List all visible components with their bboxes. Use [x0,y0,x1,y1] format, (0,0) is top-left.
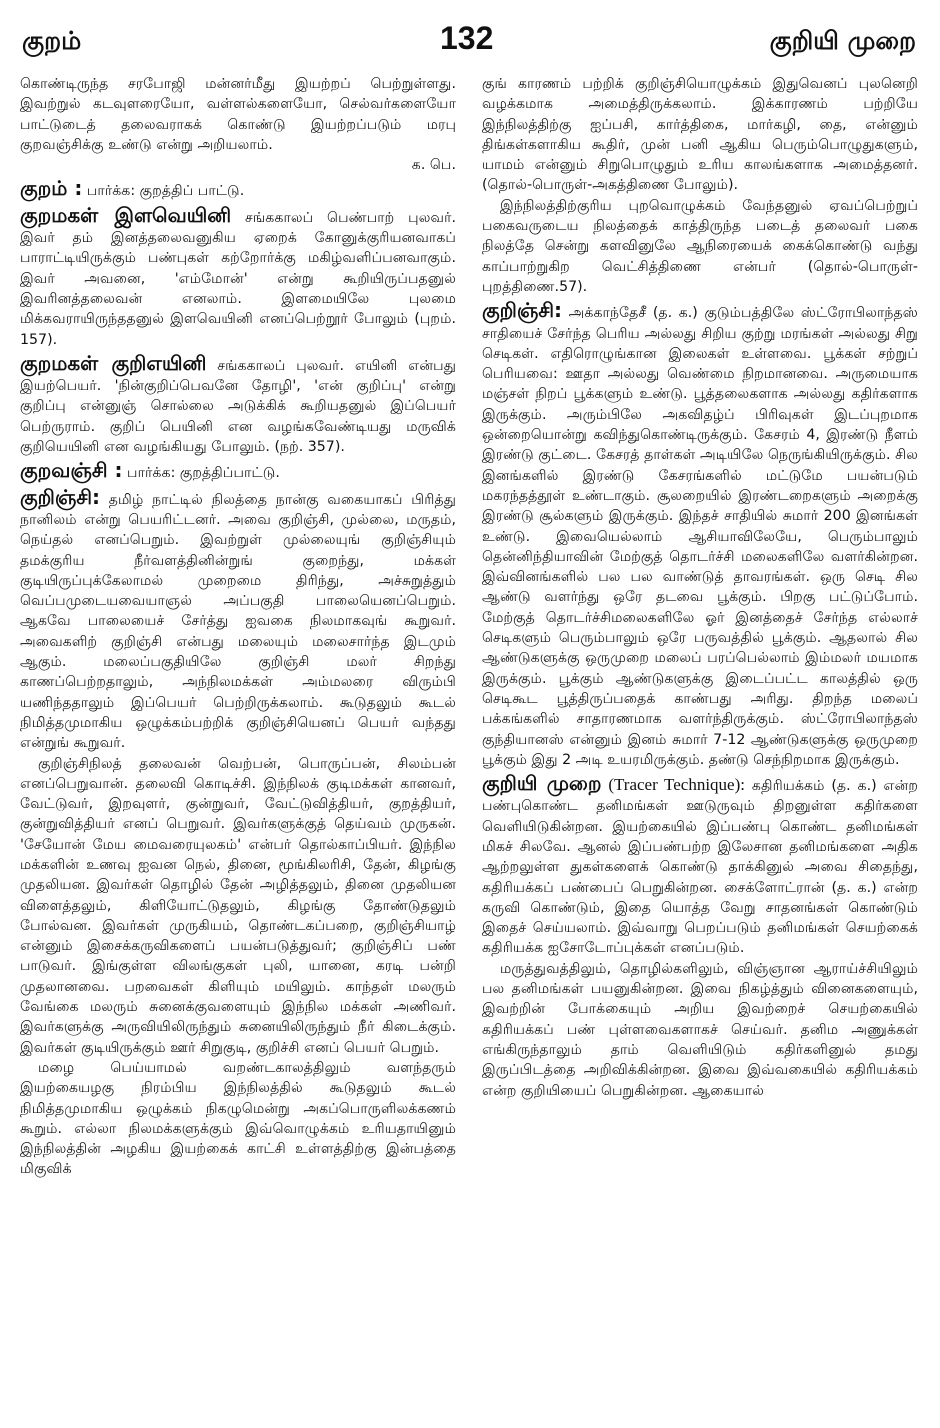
entry-text: சங்ககாலப் பெண்பாற் புலவர். இவர் தம் இனத்தலைவனுகிய ஏறைக் கோனுக்குரியனவாகப் பாராட்டியிருக்கும் பண்புகள் கற்றோர்க்கு மகிழ்வளிப்பனவாகும். இவர் அவனை, 'எம்மோன்' என்று கூறியிருப்பதனுல் இவரினத்தலைவன் எனலாம். இளமையிலே புலமை மிக்கவராயிருந்ததனுல் இளவெயினி எனப்பெற்றூர் போலும் (புறம். 157). [20,209,456,348]
entry-kuramagal-kuriyeyini [20,352,456,457]
entry-kuram [20,177,456,201]
entry-text: கதிரியக்கம் (த. க.) என்ற பண்புகொண்ட தனிமங்கள் ஊடுருவும் திறனுள்ள கதிர்களை வெளியிடுகின்றன. இயற்கையில் இப்பண்பு கொண்ட தனிமங்கள் மிகச் சிலவே. ஆனல் இப்பண்பற்ற இலேசான தனிமங்களை அதிக ஆற்றலுள்ள துகள்களைக் கொண்டு தாக்கினுல் அவை சிதைந்து, கதிரியக்கப் பண்பைப் பெறுகின்றன. சைக்ளோட்ரான் (த. க.) என்ற கருவி கொண்டும், இதை யொத்த வேறு சாதனங்கள் கொண்டும் இதைச் செய்யலாம். இவ்வாறு பெறப்படும் தனிமங்கள் செயற்கைக் கதிரியக்க ஐசோடோப்புக்கள் எனப்படும். [482,778,919,957]
entry-headword: குறியி முறை [482,771,602,796]
left-column [20,74,456,1180]
entry-headword: குறம் : [20,176,83,201]
page-number: 132 [440,20,494,56]
entry-kuriyi-murai [482,772,918,959]
header-right-guideword: குறியி முறை [769,26,916,55]
paragraph-text: கொண்டிருந்த சரபோஜி மன்னர்மீது இயற்றப் பெற்றுள்ளது. இவற்றுல் கடவுளரையோ, வள்ளல்களையோ, செல்வர்களையோ பாட்டுடைத் தலைவராகக் கொண்டு இயற்றப்படும் மரபு குறவஞ்சிக்கு உண்டு என்று அறியலாம். [20,76,456,153]
entry-kurinji-landscape [20,486,456,754]
entry-kuravanji [20,459,456,483]
header-left-guideword: குறம் [22,26,82,55]
entry-headword: குறமகள் இளவெயினி [20,202,232,227]
paragraph [20,74,456,175]
author-initials: க. பெ. [411,157,456,174]
page-header [22,8,916,58]
entry-headword: குறமகள் குறிஎயினி [20,350,207,375]
entry-headword: குறிஞ்சி: [20,484,101,509]
entry-headword: குறவஞ்சி : [20,458,123,483]
paragraph: இந்நிலத்திற்குரிய புறவொழுக்கம் வேந்தனுல் ஏவப்பெற்றுப் பகைவருடைய நிலத்தைக் காத்திருந்த படைத் தலைவர் பகை நிலத்தே சென்று களவினுலே ஆநிரையைக் கைக்கொண்டு வந்து காப்பாற்றுகிற வெட்சித்திணை என்பர் (தொல்-பொருள்-புறத்திணை.57). [482,197,918,295]
entry-headword-english: (Tracer Technique): [608,775,745,795]
right-column [482,74,918,1101]
paragraph: மருத்துவத்திலும், தொழில்களிலும், விஞ்ஞான ஆராய்ச்சியிலும் பல தனிமங்கள் பயனுகின்றன. இவை நிகழ்த்தும் வினைகளையும், இவற்றின் போக்கையும் அறிய இவற்றைச் செயற்கையில் கதிரியக்கப் பண் புள்ளவைகளாகச் செய்வர். தனிம அணுக்கள் எங்கிருந்தாலும் தாம் வெளியிடும் கதிர்களினுல் தமது இருப்பிடத்தை அறிவிக்கின்றன. இவை இவ்வகையில் கதிரியக்கம் என்ற குறியியைப் பெறுகின்றன. ஆகையால் [482,960,918,1099]
paragraph: குங் காரணம் பற்றிக் குறிஞ்சியொழுக்கம் இதுவெனப் புலனெறி வழக்கமாக அமைத்திருக்கலாம். இக்காரணம் பற்றியே இந்நிலத்திற்கு ஐப்பசி, கார்த்திகை, மார்கழி, தை, என்னும் திங்கள்களாகிய கூதிர், முன் பனி ஆகிய பெரும்பொழுதுகளும், யாமம் என்னும் சிறுபொழுதும் உரிய காலங்களாக அமைத்தனர். (தொல்-பொருள்-அகத்திணை போலும்). [482,76,918,194]
entry-text: அக்காந்தேசீ (த. க.) குடும்பத்திலே ஸ்ட்ரோபிலாந்தஸ் சாதியைச் சேர்ந்த பெரிய அல்லது சிறிய குற்று மரங்கள் அல்லது சிறு செடிகள். எதிரொழுங்கான இலைகள் உள்ளவை. பூக்கள் சற்றுப் பெரியவை: ஊதா அல்லது வெண்மை நிறமானவை. அருமையாக மஞ்சள் நிறப் பூக்களும் உண்டு. பூத்தலைகளாக அல்லது கதிர்களாக இருக்கும். அரும்பிலே அகவிதழ்ப் பிரிவுகள் இடப்புறமாக ஒன்றையொன்று கவிந்துகொண்டிருக்கும். கேசரம் 4, இரண்டு நீளம் இரண்டு குட்டை. கேசரத் தாள்கள் அடியிலே நெருங்கியிருக்கும். சில இனங்களில் இரண்டு கேசரங்களில் மட்டுமே பயன்படும் மகரந்தத்தூள் உண்டாகும். சூலறையில் இரண்டறைகளும் அறைக்கு இரண்டு சூல்களும் இருக்கும். இந்தச் சாதியில் சுமார் 200 இனங்கள் உண்டு. இவையெல்லாம் ஆசியாவிலேயே, பெரும்பாலும் தென்னிந்தியாவின் மேற்குத் தொடர்ச்சி மலைகளிலே வளர்கின்றன. இவ்வினங்களில் பல பல வாண்டுத் தாவரங்கள். ஒரு செடி சில ஆண்டு வளர்ந்து ஒரே தடவை பூக்கும். பிறகு பட்டுப்போம். மேற்குத் தொடர்ச்சிமலைகளிலே ஓர் இனத்தைச் சேர்ந்த எல்லாச் செடிகளும் பெரும்பாலும் ஒரே பருவத்தில் பூக்கும். ஆதலால் சில ஆண்டுகளுக்கு ஒருமுறை மலைப் பரப்பெல்லாம் இம்மலர் மயமாக இருக்கும். பூக்கும் ஆண்டுகளுக்கு இடைப்பட்ட காலத்தில் ஒரு செடிகூட பூத்திருப்பதைக் காண்பது அரிது. திறந்த மலைப் பக்கங்களில் சாதாரணமாக வளர்ந்திருக்கும். ஸ்ட்ரோபிலாந்தஸ் குந்தியானஸ் என்னும் இனம் சுமார் 7-12 ஆண்டுகளுக்கு ஒருமுறை பூக்கும் இது 2 அடி உயரமிருக்கும். தண்டு செந்நிறமாக இருக்கும். [482,305,918,768]
entry-headword: குறிஞ்சி: [482,298,563,323]
entry-text: தமிழ் நாட்டில் நிலத்தை நான்கு வகையாகப் பிரித்து நானிலம் என்று பெயரிட்டனர். அவை குறிஞ்சி, முல்லை, மருதம், நெய்தல் எனப்பெறும். இவற்றுள் முல்லையுங் குறிஞ்சியும் தமக்குரிய நீர்வளத்தினின்றுங் குறைந்து, மக்கள் குடியிருப்புக்கேலாமல் முறைமை திரிந்து, அச்சுறுத்தும் வெப்பமுடையவையாஞல் அப்பகுதி பாலையெனப்பெறும். ஆகவே பாலையைச் சேர்த்து ஐவகை நிலமாகவுங் கூறுவர். அவைகளிற் குறிஞ்சி என்பது மலையும் மலைசார்ந்த இடமும் ஆகும். மலைப்பகுதியிலே குறிஞ்சி மலர் சிறந்து காணப்பெற்றதாலும், அந்நிலமக்கள் அம்மலரை விரும்பி யணிந்ததாலும் இப்பெயர் பெற்றிருக்கலாம். கூடுதலும் கூடல் நிமித்தமுமாகிய ஒழுக்கம்பற்றிக் குறிஞ்சியெனப் பெயர் வந்தது என்றுங் கூறுவர். [20,491,457,752]
paragraph: குறிஞ்சிநிலத் தலைவன் வெற்பன், பொருப்பன், சிலம்பன் எனப்பெறுவான். தலைவி கொடிச்சி. இந்நிலக் குடிமக்கள் கானவர், வேட்டுவர், இறவுளர், குன்றுவர், வேட்டுவித்தியர், குறத்தியர், குன்றுவித்தியர் எனப் பெறுவர். இவர்களுக்குத் தெய்வம் முருகன். 'சேயோன் மேய மைவரையுலகம்' என்பர் தொல்காப்பியர். இந்நில மக்களின் உணவு ஐவன நெல், தினை, மூங்கிலரிசி, தேன், கிழங்கு முதலியன. இவர்கள் தொழில் தேன் அழித்தலும், தினை முதலியன விளைத்தலும், கிளியோட்டுதலும், கிழங்கு தோண்டுதலும் போல்வன. இவர்கள் முருகியம், தொண்டகப்பறை, குறிஞ்சியாழ் என்னும் இசைக்கருவிகளைப் பயன்படுத்துவர்; குறிஞ்சிப் பண் பாடுவர். இங்குள்ள விலங்குகள் புலி, யானை, கரடி பன்றி முதலானவை. பறவைகள் கிளியும் மயிலும். காந்தள் மலரும் வேங்கை மலரும் சுனைக்குவளையும் இந்நில மக்கள் அணிவர். இவர்களுக்கு அருவியிலிருந்தும் சுனையிலிருந்தும் நீர் கிடைக்கும். இவர்கள் குடியிருக்கும் ஊர் சிறுகுடி, குறிச்சி எனப் பெயர் பெறும். [20,755,456,1056]
entry-kurinji-plant [482,299,918,770]
entry-text: சங்ககாலப் புலவர். எயினி என்பது இயற்பெயர். 'நின்குறிப்பெவனே தோழி', 'என் குறிப்பு' என்று குறிப்பு என்னுஞ் சொல்லை அடுக்கிக் கூறியதனுல் இப்பெயர் பெற்ருராம். குறிப் பெயினி என வழங்கவேண்டியது மருவிக் குறியெயினி என வழங்கியது போலும். (நற். 357). [20,357,456,456]
entry-text: பார்க்க: குறத்திப் பாட்டு. [86,183,245,200]
paragraph: மழை பெய்யாமல் வறண்டகாலத்திலும் வளந்தரும் இயற்கையழகு நிரம்பிய இந்நிலத்தில் கூடுதலும் கூடல் நிமித்தமுமாகிய ஒழுக்கம் நிகழுமென்று அகப்பொருளிலக்கணம் கூறும். எல்லா நிலமக்களுக்கும் இவ்வொழுக்கம் உரியதாயினும் இந்நிலத்தின் அழகிய இயற்கைக் காட்சி உள்ளத்திற்கு இன்பத்தை மிகுவிக் [20,1059,456,1178]
entry-text: பார்க்க: குறத்திப்பாட்டு. [127,465,280,482]
entry-kuramagal-ilaveyini [20,204,456,350]
